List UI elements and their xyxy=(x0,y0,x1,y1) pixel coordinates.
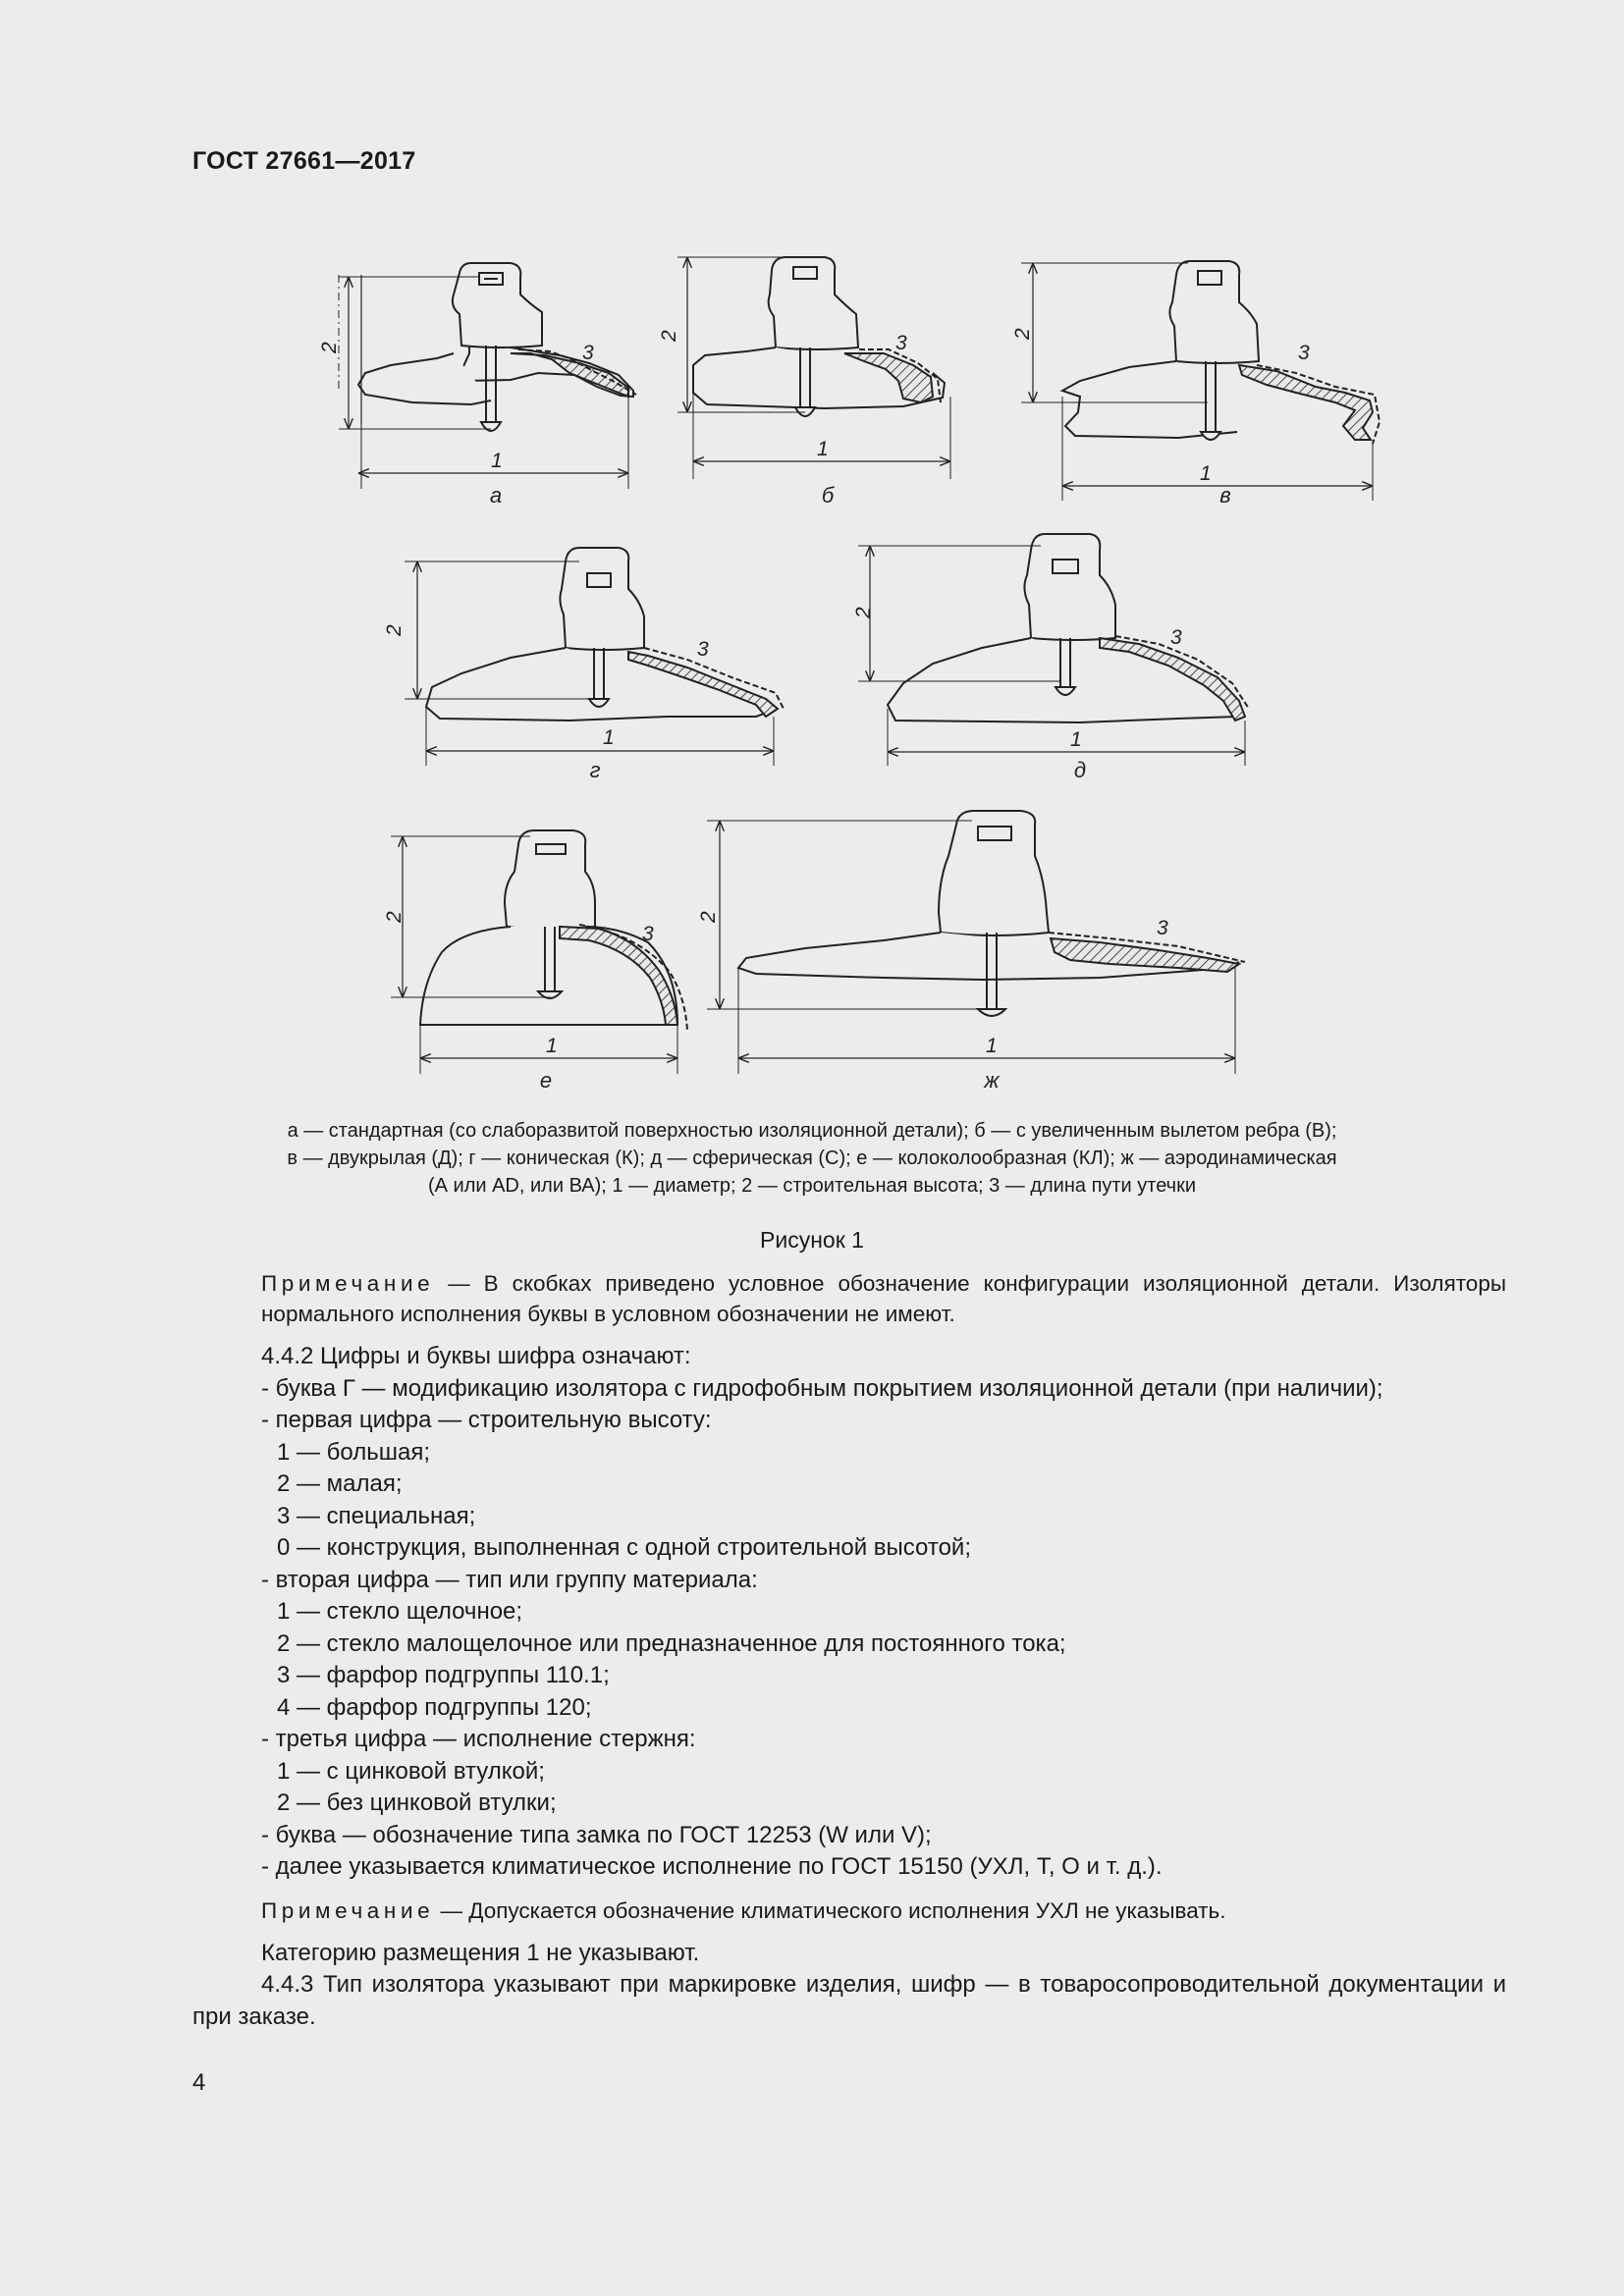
dim-label-diameter: 1 xyxy=(603,726,615,749)
caption-line-2: в — двукрылая (Д); г — коническая (К); д — сферическая (С); е — колоколообразная (КЛ); ж — аэродинамическая xyxy=(287,1148,1337,1169)
dim-label-height: 2 xyxy=(383,624,406,636)
dim-label-diameter: 1 xyxy=(491,450,503,472)
figure-label-a: а xyxy=(489,483,503,507)
dim-label-leakage: 3 xyxy=(895,332,907,354)
insulator-b-drawing xyxy=(677,257,950,479)
figure-label-g: г xyxy=(589,758,601,782)
dim-label-height: 2 xyxy=(658,330,680,342)
list-line: 2 — без цинковой втулки; xyxy=(277,1789,557,1816)
dim-label-diameter: 1 xyxy=(546,1035,558,1057)
placement-paragraph: Категорию размещения 1 не указывают. xyxy=(261,1939,700,1966)
dim-label-leakage: 3 xyxy=(697,638,709,661)
list-line: 1 — стекло щелочное; xyxy=(277,1598,523,1625)
dim-label-leakage: 3 xyxy=(1298,342,1310,364)
note-label: Примечание xyxy=(261,1897,435,1923)
list-line: 1 — большая; xyxy=(277,1438,431,1466)
figure-label-b: б xyxy=(821,483,835,507)
list-line: - третья цифра — исполнение стержня: xyxy=(261,1726,696,1752)
figure-title: Рисунок 1 xyxy=(760,1227,864,1253)
insulator-zh-drawing xyxy=(707,811,1245,1074)
figure-label-d: д xyxy=(1073,758,1087,782)
body-text xyxy=(192,1268,1506,2033)
list-line: 4 — фарфор подгруппы 120; xyxy=(277,1693,592,1721)
note-text: — В скобках приведено условное обозначение конфигурации изоляционной детали. Изоляторы нормального исполнения буквы в условном обозначении не имеют. xyxy=(261,1271,1506,1326)
dim-label-diameter: 1 xyxy=(817,438,829,460)
note-text: — Допускается обозначение климатического исполнения УХЛ не указывать. xyxy=(434,1897,1226,1923)
list-line: - вторая цифра — тип или группу материала: xyxy=(261,1566,758,1593)
document-header: ГОСТ 27661—2017 xyxy=(192,147,416,175)
figure-caption xyxy=(196,1117,1428,1200)
dim-label-leakage: 3 xyxy=(1157,917,1168,939)
note-label: Примечание xyxy=(261,1271,435,1296)
insulator-e-drawing xyxy=(391,830,687,1074)
dim-label-leakage: 3 xyxy=(582,342,594,364)
page-number: 4 xyxy=(192,2069,206,2096)
dim-label-diameter: 1 xyxy=(1070,728,1082,751)
caption-line-3: (А или AD, или ВА); 1 — диаметр; 2 — строительная высота; 3 — длина пути утечки xyxy=(427,1175,1197,1197)
list-line: 1 — с цинковой втулкой; xyxy=(277,1757,545,1785)
section-4-4-2-list xyxy=(192,1373,1506,1884)
list-line: 2 — стекло малощелочное или предназначенное для постоянного тока; xyxy=(277,1629,1066,1657)
dim-label-leakage: 3 xyxy=(642,923,654,945)
note-1 xyxy=(192,1268,1506,1329)
figure-label-v: в xyxy=(1219,483,1231,507)
dim-label-height: 2 xyxy=(1011,328,1034,340)
insulator-g-drawing xyxy=(405,548,784,766)
caption-line-1: а — стандартная (со слаборазвитой поверхностью изоляционной детали); б — с увеличенным вылетом ребра (В); xyxy=(287,1120,1337,1142)
list-line: - буква — обозначение типа замка по ГОСТ 12253 (W или V); xyxy=(261,1821,932,1848)
insulator-a-drawing xyxy=(339,263,636,489)
dim-label-height: 2 xyxy=(383,911,406,923)
list-line: 3 — специальная; xyxy=(277,1502,476,1529)
note-2 xyxy=(192,1896,1506,1926)
figure-label-e: е xyxy=(539,1068,553,1093)
list-line: 3 — фарфор подгруппы 110.1; xyxy=(277,1662,610,1688)
list-line: - буква Г — модификацию изолятора с гидрофобным покрытием изоляционной детали (при наличии); xyxy=(261,1374,1383,1402)
section-4-4-3-paragraph: 4.4.3 Тип изолятора указывают при маркировке изделия, шифр — в товаросопроводительной документации и при заказе. xyxy=(192,1971,1506,2030)
dim-label-height: 2 xyxy=(852,607,875,618)
dim-label-diameter: 1 xyxy=(986,1035,998,1057)
list-line: 2 — малая; xyxy=(277,1470,403,1497)
dim-label-height: 2 xyxy=(318,342,341,353)
dim-label-height: 2 xyxy=(697,911,720,923)
insulator-d-drawing xyxy=(858,534,1249,766)
section-heading-4-4-2: 4.4.2 Цифры и буквы шифра означают: xyxy=(261,1343,691,1369)
dim-label-leakage: 3 xyxy=(1170,626,1182,649)
figure-label-zh: ж xyxy=(984,1068,1000,1093)
list-line: - первая цифра — строительную высоту: xyxy=(261,1407,712,1433)
list-line: - далее указывается климатическое исполнение по ГОСТ 15150 (УХЛ, Т, О и т. д.). xyxy=(261,1853,1163,1880)
dim-label-diameter: 1 xyxy=(1200,462,1212,485)
list-line: 0 — конструкция, выполненная с одной строительной высотой; xyxy=(277,1534,972,1561)
